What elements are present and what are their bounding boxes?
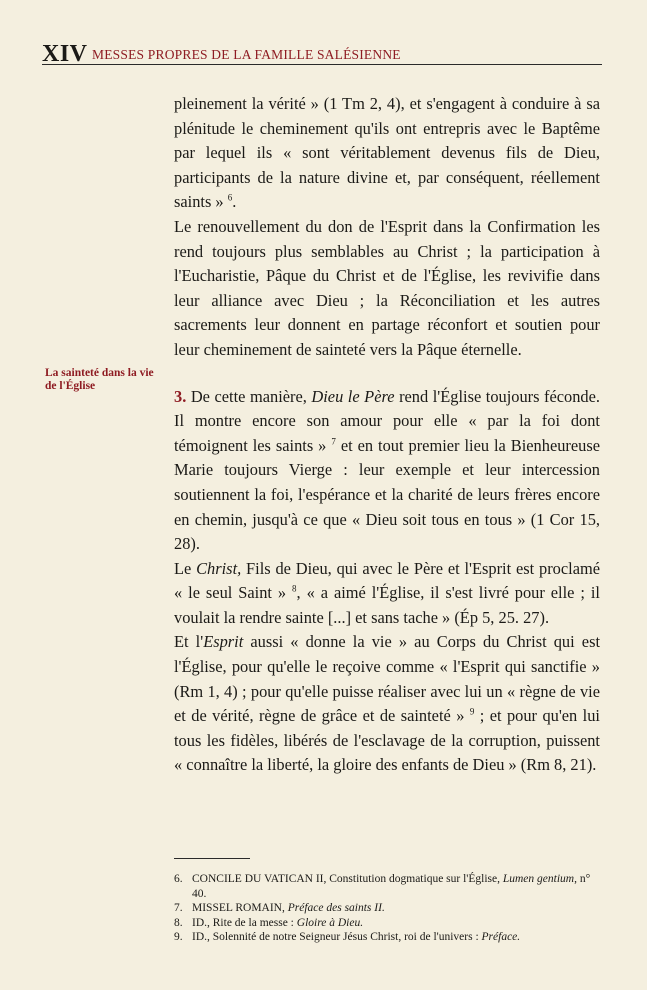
running-title: MESSES PROPRES DE LA FAMILLE SALÉSIENNE [92,47,401,62]
footnote: 7. MISSEL ROMAIN, Préface des saints II. [174,902,385,914]
paragraph-3: 3. De cette manière, Dieu le Père rend l'Église toujours féconde. Il montre encore son amour pour elle « par la foi dont témoignent les saints » $^7$ et en tout premier lieu la Bienheureuse Marie toujours Vierge : leur exemple et leur intercession soutiennent la foi, l'espérance et la charité de leurs frères encore en chemin, jusqu'à ce que « Dieu soit tous en tous » (1 Cor 15, 28). [174,386,601,554]
footnotes [174,872,600,945]
footnote: 9. ID., Solennité de notre Seigneur Jésus Christ, roi de l'univers : Préface. [174,931,521,943]
footnote-divider [174,858,250,859]
margin-note: La sainteté dans la vie de l'Église [45,367,154,392]
footnote: 6. CONCILE DU VATICAN II, Constitution dogmatique sur l'Église, Lumen gentium, n° 40. [174,873,591,900]
footnote-ref-7: 7 [331,436,336,447]
paragraph-4: Le Christ, Fils de Dieu, qui avec le Père et l'Esprit est proclamé « le seul Saint » $^8$, « a aimé l'Église, il s'est livré pour elle ; il voulait la rendre sainte [...] et sans tache » (Ép 5, 25. 27). [174,558,600,627]
footnote-ref-8: 8 [292,583,297,594]
paragraph-5: Et l'Esprit aussi « donne la vie » au Corps du Christ qui est l'Église, pour qu'elle le reçoive comme « l'Esprit qui sanctifie » (Rm 1, 4) ; pour qu'elle puisse réaliser avec lui un « règne de vie et de vérité, règne de grâce et de sainteté » $^9$ ; et pour qu'en lui tous les fidèles, libérés de l'esclavage de la corruption, puissent « connaître la liberté, la gloire des enfants de Dieu » (Rm 8, 21). [174,632,601,775]
paragraph-2: Le renouvellement du don de l'Esprit dans la Confirmation les rend toujours plus semblables au Christ ; la participation à l'Eucharistie, Pâque du Christ et de l'Église, les revivifie dans leur alliance avec Dieu ; la Réconciliation et les autres sacrements leur donnent en partage réconfort et soutien pour leur cheminement de sainteté vers la Pâque éternelle. [174,216,600,359]
page-number: XIV [42,41,88,67]
body-text [174,92,600,778]
section-number: 3. [174,386,187,406]
page-header [42,30,602,65]
paragraph-1: pleinement la vérité » (1 Tm 2, 4), et s'engagent à conduire à sa plénitude le cheminement qu'ils ont entrepris avec le Baptême par lequel ils « sont véritablement devenus fils de Dieu, participants de la nature divine et, par conséquent, réellement saints » $^6$. [174,94,600,212]
footnote-ref-9: 9 [469,706,475,717]
footnote: 8. ID., Rite de la messe : Gloire à Dieu. [174,916,364,929]
footnote-ref-6: 6 [227,192,233,203]
